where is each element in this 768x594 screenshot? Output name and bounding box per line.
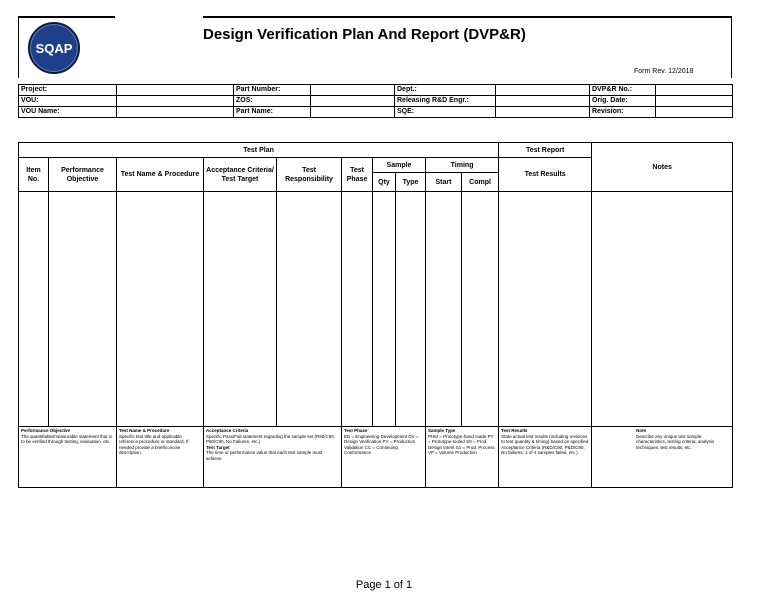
perf-objective-header: Performance Objective [49,158,117,192]
orig-date-field[interactable] [656,96,733,107]
legend-perf-text: The quantifiable/measurable statement that is to be verified through testing, evaluation, etc. [21,433,113,444]
part-number-field[interactable] [311,85,395,96]
test-report-header: Test Report [499,143,592,158]
project-field[interactable] [117,85,234,96]
header-border-left [18,16,19,78]
legend-name [117,427,204,488]
legend-note-text: Describe any unique test sample characteristics, testing criteria, analysis techniques, test results, etc. [636,433,715,450]
legend-accept-text: Specific Pass/Fail statement regarding the sample set (R90/C90, P90/C90, No Failures, etc.) [206,433,336,444]
start-cell[interactable] [426,192,462,427]
sqap-logo: SQAP [28,22,80,74]
label-releasing-engr: Releasing R&D Engr.: [395,96,496,107]
qty-cell[interactable] [373,192,396,427]
entry-row [19,192,733,427]
info-table [18,84,733,118]
acceptance-header: Acceptance Criteria/ Test Target [204,158,277,192]
zos-field[interactable] [311,96,395,107]
label-part-name: Part Name: [234,107,311,118]
legend-results-text: State actual test results (including revisions to test quantity & timing) based on specified Acceptance Criteria (R&D/C90, P&D/C90, No failures, 1 of 4 samples failed, etc.). [501,433,589,455]
header-border-right [731,16,732,78]
timing-header: Timing [426,158,499,173]
test-name-header: Test Name & Procedure [117,158,204,192]
legend-results-title: Test Results [501,428,528,433]
legend-name-text: Specific test title and applicable reference procedure or standard. If needed provide a brief/concise description. [119,433,189,455]
compl-header: Compl [462,173,499,192]
legend-note-title: Note [636,428,647,433]
acceptance-cell[interactable] [204,192,277,427]
legend-row [19,427,733,488]
legend-perf-title: Performance Objective [21,428,71,433]
responsibility-header: Test Responsibility [277,158,342,192]
part-name-field[interactable] [311,107,395,118]
legend-sample [426,427,499,488]
label-vou-name: VOU Name: [19,107,117,118]
header-rule-left [18,16,115,18]
form-revision: Form Rev. 12/2018 [634,68,694,75]
sample-header: Sample [373,158,426,173]
legend-phase-title: Test Phase [344,428,368,433]
label-sqe: SQE: [395,107,496,118]
notes-header: Notes [592,143,733,192]
legend-name-title: Test Name & Procedure [119,428,170,433]
vou-field[interactable] [117,96,234,107]
legend-accept-title: Acceptance Criteria [206,428,249,433]
header-rule-right [203,16,732,18]
label-dept: Dept.: [395,85,496,96]
label-zos: ZOS: [234,96,311,107]
legend-target-title: Test Target [206,444,230,450]
dvpr-table [18,142,733,488]
info-row [19,107,733,118]
label-vou: VOU: [19,96,117,107]
phase-cell[interactable] [342,192,373,427]
info-row [19,85,733,96]
legend-phase [342,427,426,488]
header-row-1 [19,143,733,158]
label-revision: Revision: [590,107,656,118]
legend-sample-text: PHM = Prototype-hand made PT = Prototype-tooled S0 = Prod. Design Intent S1 = Prod. Process VP = Volume Production [428,433,495,455]
label-orig-date: Orig. Date: [590,96,656,107]
legend-phase-text: ED = Engineering Development DV = Design Verification PV = Production Validation CC = Continuing Conformance [344,433,419,455]
releasing-engr-field[interactable] [496,96,590,107]
test-name-cell[interactable] [117,192,204,427]
dept-field[interactable] [496,85,590,96]
phase-header: Test Phase [342,158,373,192]
info-row [19,96,733,107]
responsibility-cell[interactable] [277,192,342,427]
legend-perf [19,427,117,488]
legend-sample-title: Sample Type [428,428,456,433]
label-part-number: Part Number: [234,85,311,96]
label-dvpr-no: DVP&R No.: [590,85,656,96]
notes-cell[interactable] [592,192,733,427]
type-header: Type [396,173,426,192]
item-no-header: Item No. [19,158,49,192]
legend-results [499,427,592,488]
legend-target-text: The time or performance value that each test sample must achieve. [206,450,323,461]
legend-accept [204,427,342,488]
page-number: Page 1 of 1 [355,579,413,591]
perf-objective-cell[interactable] [49,192,117,427]
results-cell[interactable] [499,192,592,427]
label-project: Project: [19,85,117,96]
legend-note [592,427,733,488]
item-no-cell[interactable] [19,192,49,427]
compl-cell[interactable] [462,192,499,427]
sqe-field[interactable] [496,107,590,118]
type-cell[interactable] [396,192,426,427]
vou-name-field[interactable] [117,107,234,118]
test-plan-header: Test Plan [19,143,499,158]
dvpr-no-field[interactable] [656,85,733,96]
qty-header: Qty [373,173,396,192]
results-header: Test Results [499,158,592,192]
start-header: Start [426,173,462,192]
revision-field[interactable] [656,107,733,118]
page-title: Design Verification Plan And Report (DVP&R) [203,26,526,43]
